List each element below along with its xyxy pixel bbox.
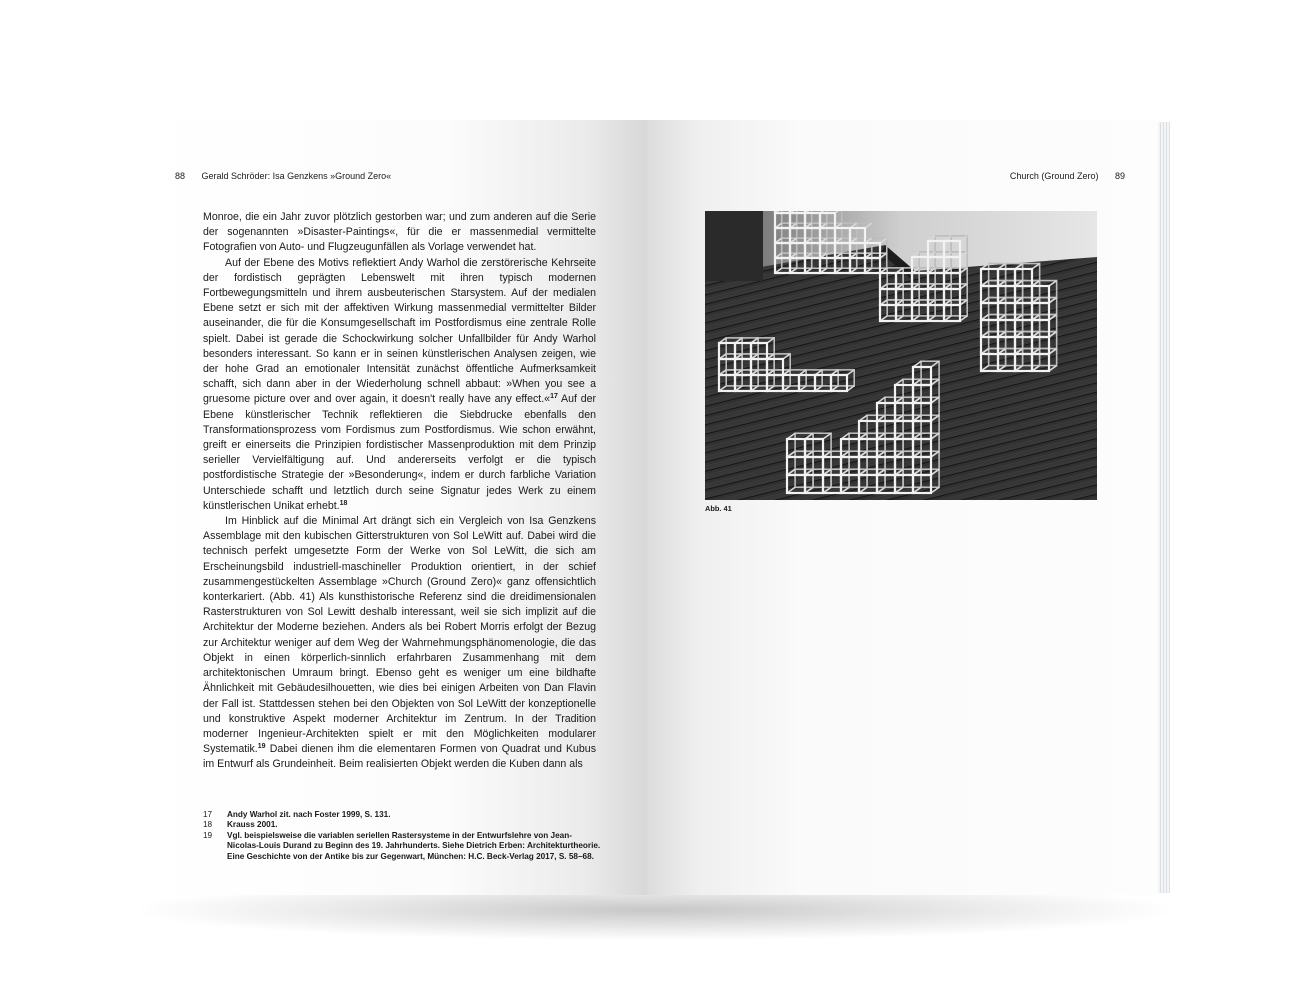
footnotes [203,810,603,862]
footnote-17 [203,810,603,820]
footnote-text: Andy Warhol zit. nach Foster 1999, S. 131. [227,810,391,819]
paragraph-2 [203,256,596,514]
left-running-head-title: Gerald Schröder: Isa Genzkens »Ground Zero« [201,171,392,181]
right-running-head-title: Church (Ground Zero) [1009,171,1099,181]
figure-photo-grid-sculptures [705,211,1097,500]
footnote-text: Vgl. beispielsweise die variablen seriellen Rastersysteme in der Entwurfslehre von Jean-Nicolas-Louis Durand zu Beginn des 19. Jahrhunderts. Siehe Dietrich Erben: Architekturtheorie. Eine Geschichte von der Antike bis zur Gegenwart, München: H.C. Beck-Verlag 2017, S. 58–68. [227,830,601,861]
paragraph-3 [203,514,596,772]
footnote-number: 18 [203,820,213,830]
footnote-text: Krauss 2001. [227,820,278,830]
footnote-18 [203,820,603,830]
footnote-ref-19[interactable]: 19 [257,743,266,751]
footnote-number: 17 [203,810,213,819]
doorway [705,211,763,281]
footnote-number: 19 [203,830,213,840]
paragraph-2-part-2: Auf der Ebene künstlerischer Technik reflektieren die Siebdrucke ebenfalls den Transformationsprozess vom Fordismus zum Postfordismus. Wie schon erwähnt, greift er einerseits die Prinzipien fordistischer Massenproduktion mit dem Prinzip serieller Vervielfältigung auf. Und andererseits verfolgt er die typisch postfordistische Strategie der »Besonderung«, indem er durch farbliche Variation Unterschiede schafft und letztlich durch seine Signatur jedes Werk zu einem künstlerischen Unikat erhebt. [203,393,597,512]
footnote-ref-17[interactable]: 17 [550,393,558,401]
left-running-header [175,171,391,181]
figure-illustration [705,211,1097,500]
paragraph-2-part-1: Auf der Ebene des Motivs reflektiert Andy Warhol die zerstörerische Kehrseite der fordistisch geprägten Lebenswelt mit ihren typisch modernen Fortbewegungsmitteln und ihrem ausbeuterischen Starsystem. Auf der medialen Ebene setzt er sich mit der affektiven Wirkung massenmedial vermittelter Bilder auseinander, die für die Konsumgesellschaft im Postfordismus eine zentrale Rolle spielt. Dabei ist gerade die Schockwirkung solcher Unfallbilder für Andy Warhol besonders interessant. So kann er in seinen künstlerischen Analysen zeigen, wie der hohe Grad an emotionaler Intensität zunächst öffentliche Aufmerksamkeit schafft, sich dann aber in der Wiederholung schnell abbaut: »When you see a gruesome picture over and over again, it doesn't really have any effect.« [203,256,596,406]
paragraph-3-part-2: Dabei dienen ihm die elementaren Formen von Quadrat und Kubus im Entwurf als Grundeinheit. Beim realisierten Objekt werden die Kuben dann als [203,743,596,771]
page-edges [1158,122,1170,893]
footnote-19 [203,831,603,862]
right-page [647,120,1160,895]
left-page-number: 88 [175,171,186,181]
paragraph-3-part-1: Im Hinblick auf die Minimal Art drängt sich ein Vergleich von Isa Genzkens Assemblage mit den kubischen Gitterstrukturen von Sol LeWitt auf. Dabei wird die technisch perfekt umgesetzte Form der Werke von Sol LeWitt, die sich am Erscheinungsbild industriell-maschineller Produktion orientiert, in der schief zusammengestückelten Assemblage »Church (Ground Zero)« ganz offensichtlich konterkariert. (Abb. 41) Als kunsthistorische Referenz sind die dreidimensionalen Rasterstrukturen von Sol Lewitt deshalb interessant, weil sie sich implizit auf die Architektur der Moderne beziehen. Anders als bei Robert Morris erfolgt der Bezug zur Architektur weniger auf dem Weg der Wahrnehmungsphänomenologie, die das Objekt in einen körperlich-sinnlich erfahrbaren Zusammenhang mit dem architektonischen Umraum bringt. Ebenso geht es weniger um eine bildhafte Ähnlichkeit mit Gebäudesilhouetten, wie dies bei einigen Arbeiten von Dan Flavin der Fall ist. Stattdessen stehen bei den Objekten von Sol LeWitt der konzeptionelle und konstruktive Aspekt moderner Architektur im Zentrum. In der Tradition moderner Ingenieur-Architekten spielt er mit den Möglichkeiten modularer Systematik. [203,515,596,756]
right-page-number: 89 [1114,171,1125,181]
figure-caption: Abb. 41 [705,504,732,513]
left-body-text [203,210,596,773]
footnote-ref-18[interactable]: 18 [339,499,348,507]
paragraph-1: Monroe, die ein Jahr zuvor plötzlich gestorben war; und zum anderen auf die Serie der sogenannten »Disaster-Paintings«, für die er massenmedial vermittelte Fotografien von Auto- und Flugzeugunfällen als Vorlage verwendet hat. [203,211,596,254]
right-running-header [1010,171,1125,181]
left-page [135,120,647,895]
